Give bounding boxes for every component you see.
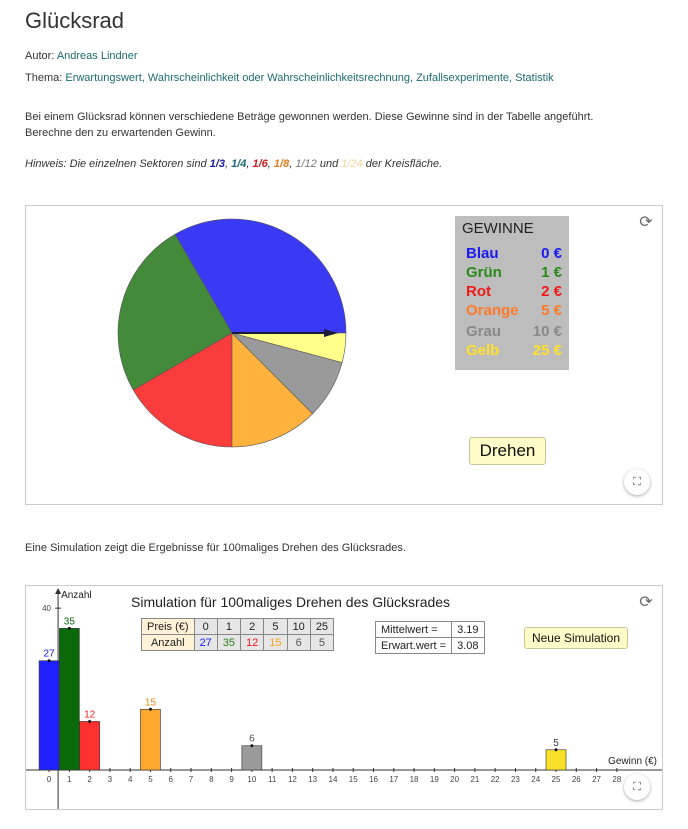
mittelwert-row <box>376 622 485 638</box>
fullscreen-icon[interactable]: ⛶ <box>624 774 650 800</box>
x-tick-label: 27 <box>592 775 602 784</box>
bar-label: 27 <box>43 648 55 660</box>
x-tick-label: 7 <box>188 775 194 784</box>
anzahl-row <box>142 635 334 651</box>
mittelwert-value: 3.19 <box>452 622 484 638</box>
gewinne-name: Gelb <box>466 342 500 359</box>
gewinne-value: 10 € <box>532 323 562 340</box>
x-tick-label: 28 <box>612 775 622 784</box>
fraction-blau: 1/3 <box>209 158 225 170</box>
y-axis-label: Anzahl <box>61 590 92 601</box>
fraction-grau: 1/12 <box>295 158 317 170</box>
price-cell: 10 <box>287 619 310 635</box>
gewinne-value: 0 € <box>541 245 562 262</box>
gewinne-title: GEWINNE <box>462 220 534 237</box>
hint-text: Hinweis: Die einzelnen Sektoren sind 1/3, 1/4, 1/6, 1/8, 1/12 und 1/24 der Kreisfläche. <box>25 158 443 170</box>
fraction-gruen: 1/4 <box>231 158 247 170</box>
x-tick-label: 15 <box>348 775 358 784</box>
preis-row <box>142 619 334 635</box>
erwartwert-row <box>376 638 485 654</box>
count-cell: 6 <box>287 635 310 651</box>
neue-simulation-button[interactable]: Neue Simulation <box>524 627 628 649</box>
bar-label: 15 <box>144 697 157 709</box>
x-tick-label: 18 <box>409 775 419 784</box>
intro-line-1: Bei einem Glücksrad können verschiedene Beträge gewonnen werden. Diese Gewinne sind in der Tabelle angeführt. <box>25 111 594 123</box>
topic-label: Thema: <box>25 72 63 84</box>
x-tick-label: 4 <box>127 775 133 784</box>
erwartwert-label: Erwart.wert = <box>376 638 452 654</box>
simulation-applet[interactable] <box>25 585 663 810</box>
price-cell: 5 <box>264 619 287 635</box>
x-tick-label: 21 <box>470 775 480 784</box>
hint-und: und <box>319 158 339 170</box>
x-tick-label: 22 <box>490 775 500 784</box>
fullscreen-icon[interactable]: ⛶ <box>624 469 650 495</box>
gewinne-table <box>455 216 569 370</box>
bar-25 <box>546 750 566 770</box>
hint-prefix: Hinweis: Die einzelnen Sektoren sind <box>25 158 210 170</box>
price-cell: 25 <box>310 619 333 635</box>
x-tick-label: 11 <box>267 775 277 784</box>
reset-icon[interactable]: ⟳ <box>639 214 653 231</box>
x-tick-label: 13 <box>308 775 318 784</box>
bar-label: 5 <box>553 737 559 749</box>
gewinne-value: 5 € <box>541 302 562 319</box>
price-cell: 2 <box>241 619 264 635</box>
simulation-intro: Eine Simulation zeigt die Ergebnisse für 100maliges Drehen des Glücksrades. <box>25 542 406 554</box>
gewinne-name: Grün <box>466 264 502 281</box>
preis-label: Preis (€) <box>142 619 195 635</box>
hint-suffix: der Kreisfläche. <box>362 158 443 170</box>
x-tick-label: 12 <box>287 775 297 784</box>
y-tick-label: 40 <box>42 604 51 614</box>
count-cell: 35 <box>217 635 240 651</box>
gewinne-name: Grau <box>466 323 502 340</box>
author-label: Autor: <box>25 50 55 62</box>
x-tick-label: 5 <box>148 775 153 784</box>
fraction-rot: 1/6 <box>252 158 268 170</box>
x-tick-label: 3 <box>107 775 113 784</box>
x-tick-label: 25 <box>551 775 561 784</box>
topic-links[interactable]: Erwartungswert, Wahrscheinlichkeit oder Wahrscheinlichkeitsrechnung, Zufallsexperimente, Statistik <box>65 72 554 84</box>
bar-10 <box>242 746 262 770</box>
bar-1 <box>59 628 79 770</box>
x-tick-label: 16 <box>369 775 378 784</box>
wheel-svg[interactable] <box>106 206 366 466</box>
fraction-orange: 1/8 <box>273 158 290 170</box>
simulation-table <box>141 618 334 651</box>
x-tick-label: 24 <box>531 775 541 784</box>
count-cell: 15 <box>264 635 287 651</box>
bar-2 <box>80 721 100 770</box>
bar-label: 35 <box>63 616 75 628</box>
topic-line <box>25 72 554 84</box>
gewinne-value: 1 € <box>541 264 562 281</box>
price-cell: 1 <box>217 619 240 635</box>
x-tick-label: 20 <box>450 775 460 784</box>
x-tick-label: 0 <box>46 775 52 784</box>
drehen-button[interactable]: Drehen <box>469 437 546 465</box>
x-tick-label: 14 <box>328 775 338 784</box>
erwartwert-value: 3.08 <box>452 638 484 654</box>
x-tick-label: 8 <box>209 775 214 784</box>
x-tick-label: 9 <box>229 775 234 784</box>
mittelwert-label: Mittelwert = <box>376 622 452 638</box>
bar-5 <box>140 709 160 770</box>
count-cell: 5 <box>310 635 333 651</box>
anzahl-label: Anzahl <box>142 635 195 651</box>
count-cell: 12 <box>241 635 264 651</box>
reset-icon[interactable]: ⟳ <box>639 594 653 611</box>
simulation-title: Simulation für 100maliges Drehen des Glücksrades <box>131 594 451 610</box>
x-tick-label: 23 <box>510 775 520 784</box>
x-tick-label: 6 <box>168 775 173 784</box>
x-tick-label: 1 <box>67 775 72 784</box>
bar-0 <box>39 661 59 770</box>
author-link[interactable]: Andreas Lindner <box>56 50 138 62</box>
fraction-gelb: 1/24 <box>341 158 363 170</box>
author-line <box>25 50 138 62</box>
count-cell: 27 <box>194 635 217 651</box>
gewinne-name: Blau <box>466 245 499 262</box>
x-tick-label: 26 <box>571 775 581 784</box>
gewinne-value: 2 € <box>541 283 562 300</box>
x-tick-label: 10 <box>247 775 257 784</box>
gewinne-name: Orange <box>466 302 519 319</box>
page-title: Glücksrad <box>25 8 125 33</box>
price-cell: 0 <box>194 619 217 635</box>
simulation-chart <box>26 586 662 809</box>
stats-table <box>375 621 485 654</box>
bar-label: 12 <box>84 709 96 721</box>
x-tick-label: 2 <box>87 775 92 784</box>
bar-label: 6 <box>249 733 255 745</box>
x-axis-label: Gewinn (€) <box>608 756 657 767</box>
x-tick-label: 19 <box>429 775 439 784</box>
x-tick-label: 17 <box>389 775 399 784</box>
intro-text <box>25 109 593 141</box>
gewinne-value: 25 € <box>532 342 562 359</box>
gewinne-name: Rot <box>466 283 491 300</box>
intro-line-2: Berechne den zu erwartenden Gewinn. <box>25 127 216 139</box>
